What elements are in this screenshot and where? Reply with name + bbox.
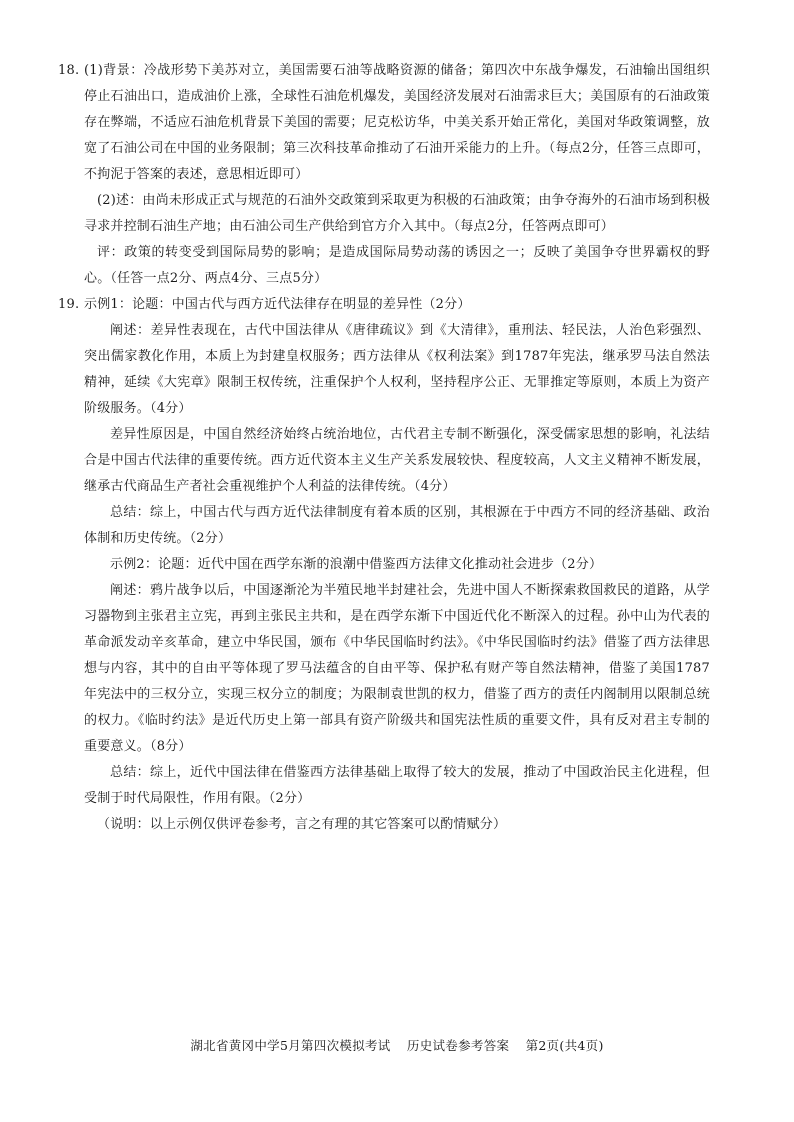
question-19: [58, 292, 710, 838]
footer-exam-name: 湖北省黄冈中学5月第四次模拟考试: [190, 1038, 391, 1053]
q18-part2-evaluation: 评：政策的转变受到国际局势的影响；是造成国际局势动荡的诱因之一；反映了美国争夺世界霸权的野心。（任答一点2分、两点4分、三点5分）: [84, 245, 710, 286]
footer-page-number: 第2页(共4页): [525, 1038, 604, 1053]
question-18: [58, 58, 711, 292]
question-number-18: 18.: [58, 63, 80, 78]
q19-example1-elaboration: 阐述：差异性表现在，古代中国法律从《唐律疏议》到《大清律》，重刑法、轻民法，人治色彩强烈、突出儒家教化作用，本质上为封建皇权服务；西方法律从《权利法案》到1787年宪法，继承罗马法自然法精神，延续《大宪章》限制王权传统，注重保护个人权利，坚持程序公正、无罪推定等原则，本质上为资产阶级服务。（4分）: [84, 323, 710, 416]
q19-grading-note: （说明：以上示例仅供评卷参考，言之有理的其它答案可以酌情赋分）: [97, 817, 507, 832]
question-number-19: 19.: [58, 297, 80, 312]
q19-example1-summary: 总结：综上，中国古代与西方近代法律制度有着本质的区别，其根源在于中西方不同的经济基础、政治体制和历史传统。（2分）: [84, 505, 710, 546]
q19-example2-elaboration: 阐述：鸦片战争以后，中国逐渐沦为半殖民地半封建社会，先进中国人不断探索救国救民的道路，从学习器物到主张君主立宪，再到主张民主共和，是在西学东渐下中国近代化不断深入的过程。孙中山为代表的革命派发动辛亥革命，建立中华民国，颁布《中华民国临时约法》。《中华民国临时约法》借鉴了西方法律思想与内容，其中的自由平等体现了罗马法蕴含的自由平等、保护私有财产等自然法精神，借鉴了美国1787年宪法中的三权分立，实现三权分立的制度；为限制袁世凯的权力，借鉴了西方的责任内阁制用以限制总统的权力。《临时约法》是近代历史上第一部具有资产阶级共和国宪法性质的重要文件，具有反对君主专制的重要意义。（8分）: [84, 583, 710, 754]
page-footer: [0, 1036, 794, 1054]
q18-part1-background: (1)背景：冷战形势下美苏对立，美国需要石油等战略资源的储备；第四次中东战争爆发，石油输出国组织停止石油出口，造成油价上涨，全球性石油危机爆发，美国经济发展对石油需求巨大；美国原有的石油政策存在弊端，不适应石油危机背景下美国的需要；尼克松访华，中美关系开始正常化，美国对华政策调整，放宽了石油公司在中国的业务限制；第三次科技革命推动了石油开采能力的上升。（每点2分，任答三点即可，不拘泥于答案的表述，意思相近即可）: [84, 63, 710, 182]
q18-part2-description: (2)述：由尚未形成正式与规范的石油外交政策到采取更为积极的石油政策；由争夺海外的石油市场到积极寻求并控制石油生产地；由石油公司生产供给到官方介入其中。（每点2分，任答两点即可）: [84, 193, 711, 234]
q19-example1-reasons: 差异性原因是，中国自然经济始终占统治地位，古代君主专制不断强化，深受儒家思想的影响，礼法结合是中国古代法律的重要传统。西方近代资本主义生产关系发展较快、程度较高，人文主义精神不断发展，继承古代商品生产者社会重视维护个人利益的法律传统。（4分）: [84, 427, 710, 494]
q19-example1-title: 示例1：论题：中国古代与西方近代法律存在明显的差异性（2分）: [84, 297, 471, 312]
answer-content: [58, 58, 711, 838]
q19-example2-summary: 总结：综上，近代中国法律在借鉴西方法律基础上取得了较大的发展，推动了中国政治民主化进程，但受制于时代局限性，作用有限。（2分）: [84, 765, 710, 806]
footer-subject: 历史试卷参考答案: [406, 1038, 510, 1053]
q19-example2-title: 示例2：论题：近代中国在西学东渐的浪潮中借鉴西方法律文化推动社会进步（2分）: [110, 557, 603, 572]
